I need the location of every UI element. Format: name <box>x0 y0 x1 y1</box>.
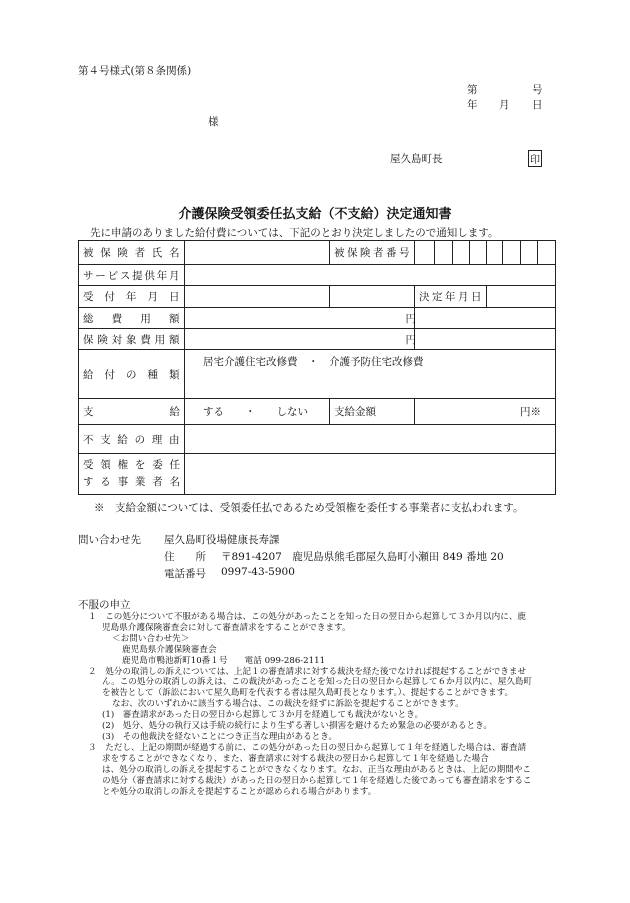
payment-note: ※ 支給金額については、受領委任払であるため受領権を委任する事業者に支払われます。 <box>94 502 524 514</box>
decision-date-value <box>487 286 556 308</box>
payment-amount-value: 円※ <box>415 399 556 425</box>
payment-label-left: 支 <box>83 406 94 418</box>
payment-options: する ・ しない <box>185 399 330 425</box>
appeal-p3-line3: は、処分の取消しの訴えを提起することができなくなります。なお、正当な理由があるときは、上記の期間やこ <box>102 764 532 775</box>
row-dates <box>79 286 556 308</box>
covered-cost-label: 保険対象費用額 <box>79 329 185 350</box>
appeal-item3: (3) その他裁決を経ないことにつき正当な理由があるとき。 <box>102 731 338 742</box>
appeal-item2: (2) 処分、処分の執行又は手続の続行により生ずる著しい損害を避けるため緊急の必要があるとき。 <box>102 721 492 732</box>
doc-number-prefix: 第 <box>467 84 478 96</box>
service-month-label: サービス提供年月 <box>79 265 185 286</box>
total-cost-unit: 円 <box>405 312 416 325</box>
appeal-heading: 不服の申立 <box>78 599 131 611</box>
received-date-label: 受付年月日 <box>79 286 185 308</box>
row-payment <box>79 399 556 425</box>
contact-department: 屋久島町役場健康長寿課 <box>164 534 280 546</box>
doc-number-suffix: 号 <box>532 84 543 96</box>
benefit-type-label: 給付の種類 <box>79 350 185 399</box>
row-delegate <box>79 454 556 495</box>
row-non-payment <box>79 425 556 454</box>
appeal-p2-line2: ん。この処分の取消しの訴えは、この裁決があったことを知った日の翌日から起算して６か月以内に、屋久島町 <box>102 677 533 688</box>
non-payment-reason-value <box>185 425 556 454</box>
decision-date-label: 決定年月日 <box>415 286 487 308</box>
inquiry-label: ＜お問い合わせ先＞ <box>112 633 190 644</box>
contact-address: 〒891-4207 鹿児島県熊毛郡屋久島町小瀬田 849 番地 20 <box>221 551 504 563</box>
insured-number-label: 被保険者番号 <box>330 241 415 265</box>
delegate-label-line2: する事業者名 <box>83 476 180 488</box>
appeal-item1: (1) 審査請求があった日の翌日から起算して３か月を経過しても裁決がないとき。 <box>102 710 424 721</box>
insured-number-digit <box>435 241 453 265</box>
row-total-cost <box>79 308 556 329</box>
row-insured <box>79 241 556 265</box>
insured-number-digit <box>415 241 435 265</box>
covered-cost-value <box>185 329 415 350</box>
appeal-p1-line2: 児島県介護保険審査会に対して審査請求をすることができます。 <box>102 622 351 633</box>
total-cost-label: 総費用額 <box>79 308 185 329</box>
non-payment-reason-label: 不支給の理由 <box>79 425 185 454</box>
row-service-month <box>79 265 556 286</box>
service-month-value <box>185 265 556 286</box>
document-title: 介護保険受領委任払支給（不支給）決定通知書 <box>178 207 452 222</box>
appeal-p3-line2: 求をすることができなくなり、また、審査請求に対する裁決の翌日から起算して１年を経過した場合 <box>102 753 489 764</box>
insured-number-digit <box>538 241 556 265</box>
appeal-p2-line4: なお、次のいずれかに該当する場合は、この裁決を経ずに訴訟を提起することができます。 <box>112 699 464 710</box>
appeal-p3-line1: ３ ただし、上記の期間が経過する前に、この処分があった日の翌日から起算して１年を経過した場合は、審査請 <box>88 742 527 753</box>
insured-number-digit <box>503 241 521 265</box>
received-date-value <box>185 286 330 308</box>
date-day: 日 <box>532 99 543 111</box>
issuer: 屋久島町長 <box>390 153 443 165</box>
received-date-value-ext <box>330 286 415 308</box>
payment-label-right: 給 <box>169 406 180 418</box>
appeal-p1-line1: １ この処分について不服がある場合は、この処分があったことを知った日の翌日から起算して３か月以内に、鹿 <box>88 612 527 622</box>
addressee-suffix: 様 <box>208 116 219 128</box>
contact-phone: 0997-43-5900 <box>221 566 295 578</box>
form-number: 第４号様式(第８条関係) <box>78 65 192 77</box>
total-cost-value <box>185 308 415 329</box>
insured-number-digit <box>453 241 470 265</box>
total-cost-blank <box>415 308 556 329</box>
delegate-label <box>79 454 185 495</box>
insured-number-digit <box>521 241 538 265</box>
decision-table <box>78 240 556 495</box>
date-year: 年 <box>467 99 478 111</box>
row-benefit-type <box>79 350 556 399</box>
appeal-p3-line4: の処分（審査請求に対する裁決）があった日の翌日から起算して１年を経過した後であっても審査請求をするこ <box>102 775 532 786</box>
seal-mark: 印 <box>528 150 542 167</box>
covered-cost-blank <box>415 329 556 350</box>
date-month: 月 <box>499 99 510 111</box>
insured-number-digit <box>487 241 503 265</box>
payment-amount-label: 支給金額 <box>330 399 415 425</box>
delegate-value <box>185 454 556 495</box>
appeal-p2-line1: ２ 処分の取消しの訴えについては、上記１の審査請求に対する裁決を経た後でなければ提起することができませ <box>88 666 527 677</box>
contact-phone-label: 電話番号 <box>164 568 206 580</box>
insured-name-value <box>185 241 330 265</box>
contact-label: 問い合わせ先 <box>78 534 141 546</box>
covered-cost-unit: 円 <box>405 333 416 346</box>
inquiry-address: 鹿児島市鴨池新町10番１号 電話 099-286-2111 <box>122 655 326 666</box>
insured-name-label: 被保険者氏名 <box>79 241 185 265</box>
insured-number-digit <box>470 241 487 265</box>
payment-label <box>79 399 185 425</box>
appeal-p2-line3: を被告として（訴訟において屋久島町を代表する者は屋久島町長となります。）、提起することができます。 <box>102 688 514 699</box>
row-covered-cost <box>79 329 556 350</box>
appeal-p3-line5: とや処分の取消しの訴えを提起することが認められる場合があります。 <box>102 786 377 797</box>
delegate-label-line1: 受領権を委任 <box>83 459 180 471</box>
appeal-body <box>88 612 532 797</box>
inquiry-org: 鹿児島県介護保険審査会 <box>122 644 217 655</box>
intro-text: 先に申請のありました給付費については、下記のとおり決定しましたので通知します。 <box>90 227 499 239</box>
benefit-type-value: 居宅介護住宅改修費 ・ 介護予防住宅改修費 <box>185 350 556 399</box>
contact-address-label: 住 所 <box>164 551 206 563</box>
